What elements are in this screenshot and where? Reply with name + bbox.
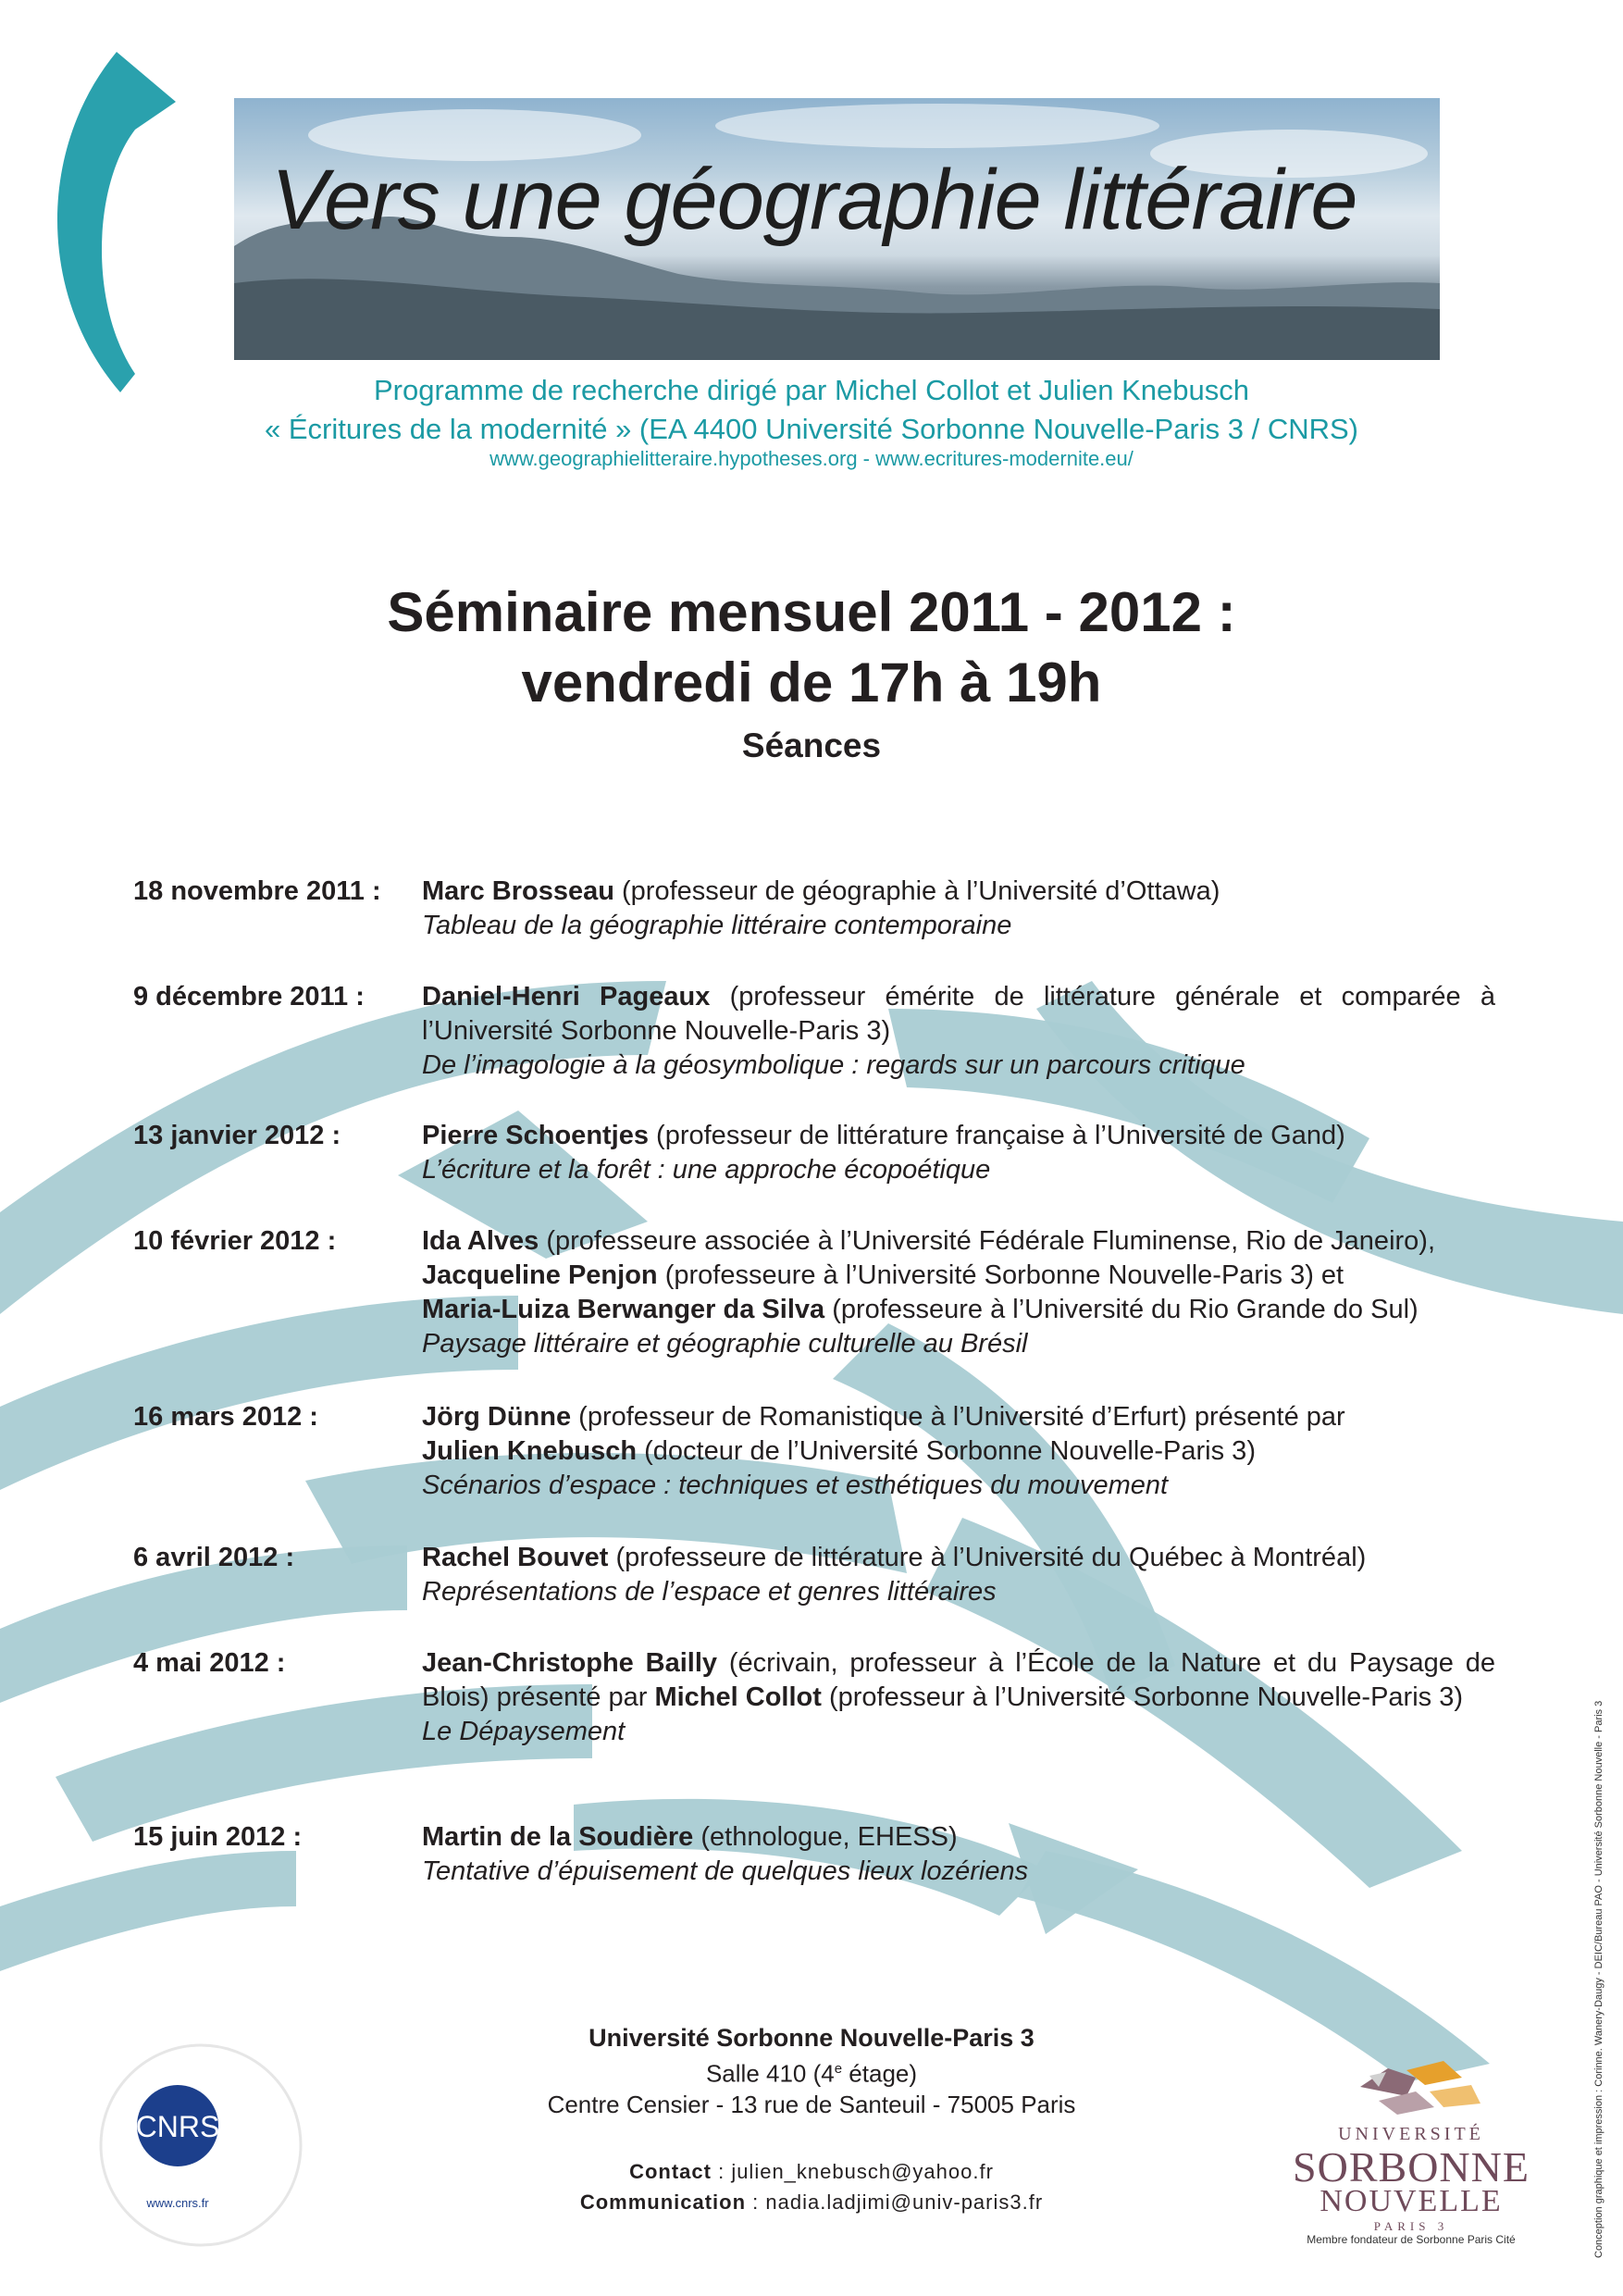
program-line: Programme de recherche dirigé par Michel Collot et Julien Knebusch <box>374 374 1249 406</box>
communication-line: Communication : nadia.ladjimi@univ-paris3.fr <box>579 2191 1044 2214</box>
speaker-role: (professeure à l’Université Sorbonne Nouvelle-Paris 3) et <box>657 1260 1344 1290</box>
speaker-name: Ida Alves <box>422 1226 539 1256</box>
speaker-role: (docteur de l’Université Sorbonne Nouvelle-Paris 3) <box>637 1436 1256 1466</box>
speaker-role: (professeure associée à l’Université Fédérale Fluminense, Rio de Janeiro), <box>539 1226 1436 1256</box>
speaker-name: Jacqueline Penjon <box>422 1260 658 1290</box>
seminar-title <box>0 577 1623 718</box>
svg-text:www.cnrs.fr: www.cnrs.fr <box>146 2196 209 2210</box>
session-title: L’écriture et la forêt : une approche écopoétique <box>422 1155 991 1185</box>
session-date: 6 avril 2012 : <box>133 1543 295 1572</box>
session-title: Tentative d’épuisement de quelques lieux lozériens <box>422 1856 1029 1886</box>
speaker-role: (professeur de littérature française à l’Université de Gand) <box>649 1121 1345 1150</box>
sorbonne-nouvelle-label: NOUVELLE <box>1319 2184 1503 2218</box>
speaker-name: Martin de la Soudière <box>422 1822 694 1852</box>
session-date: 18 novembre 2011 : <box>133 876 381 906</box>
session-entry <box>422 1224 1495 1361</box>
session-title: Scénarios d’espace : techniques et esthétiques du mouvement <box>422 1471 1169 1500</box>
speaker-name: Rachel Bouvet <box>422 1543 609 1572</box>
session-date: 9 décembre 2011 : <box>133 982 365 1011</box>
sorbonne-univ-label: UNIVERSITÉ <box>1338 2124 1484 2144</box>
cnrs-logo-mark <box>96 2041 305 2250</box>
speaker-role: (professeur de Romanistique à l’Université d’Erfurt) présenté par <box>571 1402 1345 1432</box>
sessions-heading: Séances <box>741 726 882 764</box>
contact-line: Contact : julien_knebusch@yahoo.fr <box>629 2160 994 2183</box>
sorbonne-emblem <box>1277 2050 1545 2124</box>
venue-name: Université Sorbonne Nouvelle-Paris 3 <box>588 2024 1035 2052</box>
speaker-role: (professeure à l’Université du Rio Grande do Sul) <box>824 1295 1419 1324</box>
speaker-role: (ethnologue, EHESS) <box>693 1822 958 1852</box>
sorbonne-paris-label: PARIS 3 <box>1373 2219 1449 2233</box>
speaker-role: (professeure de littérature à l’Université du Québec à Montréal) <box>608 1543 1367 1572</box>
arc-shape-14 <box>0 1851 296 1971</box>
website-links[interactable]: www.geographielitteraire.hypotheses.org - www.ecritures-modernite.eu/ <box>489 447 1134 470</box>
speaker-name: Daniel-Henri Pageaux <box>422 982 711 1011</box>
contact-email[interactable]: julien_knebusch@yahoo.fr <box>731 2160 994 2183</box>
session-entry <box>422 875 1495 943</box>
venue-address: Centre Censier - 13 rue de Santeuil - 75005 Paris <box>547 2090 1076 2118</box>
session-date: 15 juin 2012 : <box>133 1822 303 1852</box>
session-entry <box>422 1541 1495 1609</box>
session-title: Paysage littéraire et géographie culturelle au Brésil <box>422 1329 1028 1359</box>
speaker-name: Marc Brosseau <box>422 876 614 906</box>
session-title: Le Dépaysement <box>422 1717 626 1746</box>
session-date: 4 mai 2012 : <box>133 1648 286 1678</box>
session-date: 10 février 2012 : <box>133 1226 337 1256</box>
session-entry <box>422 1820 1495 1889</box>
speaker-role: (professeur émérite de littérature générale et comparée à l’Université Sorbonne Nouvelle-Paris 3) <box>422 982 1495 1046</box>
session-date: 16 mars 2012 : <box>133 1402 318 1432</box>
speaker-name: Pierre Schoentjes <box>422 1121 649 1150</box>
venue-room: Salle 410 (4e étage) <box>705 2059 918 2088</box>
speaker-name: Jörg Dünne <box>422 1402 572 1432</box>
speaker-role: (écrivain, professeur à l’École de la Nature et du Paysage de Blois) présenté par <box>422 1648 1495 1712</box>
page-title: Vers une géographie littéraire <box>271 153 1357 247</box>
svg-text:CNRS: CNRS <box>135 2110 220 2143</box>
session-title: Représentations de l’espace et genres littéraires <box>422 1577 997 1607</box>
speaker-name: Maria-Luiza Berwanger da Silva <box>422 1295 825 1324</box>
speaker-name: Michel Collot <box>654 1682 822 1712</box>
communication-email[interactable]: nadia.ladjimi@univ-paris3.fr <box>765 2191 1044 2214</box>
session-title: Tableau de la géographie littéraire contemporaine <box>422 911 1012 940</box>
sorbonne-name: SORBONNE <box>1293 2143 1530 2191</box>
session-entry <box>422 1119 1495 1187</box>
session-entry <box>422 980 1495 1083</box>
left-teal-crescent <box>57 52 176 392</box>
seminar-title-line2: vendredi de 17h à 19h <box>521 652 1102 714</box>
speaker-name: Jean-Christophe Bailly <box>422 1648 718 1678</box>
sorbonne-nouvelle-logo[interactable] <box>1277 2050 1545 2244</box>
header-banner <box>234 98 1440 360</box>
sorbonne-member-caption: Membre fondateur de Sorbonne Paris Cité <box>1307 2233 1516 2246</box>
design-credit: Conception graphique et impression : Corinne. Wanery-Daugy - DEIC/Bureau PAO - Université Sorbonne Nouvelle - Paris 3 <box>1593 1700 1604 2258</box>
session-entry <box>422 1400 1495 1503</box>
seminar-title-line1: Séminaire mensuel 2011 - 2012 : <box>387 581 1236 643</box>
lab-line: « Écritures de la modernité » (EA 4400 Université Sorbonne Nouvelle-Paris 3 / CNRS) <box>265 413 1358 445</box>
speaker-role: (professeur à l’Université Sorbonne Nouvelle-Paris 3) <box>821 1682 1464 1712</box>
speaker-name: Julien Knebusch <box>422 1436 638 1466</box>
cnrs-logo[interactable] <box>96 2041 305 2250</box>
session-title: De l’imagologie à la géosymbolique : regards sur un parcours critique <box>422 1050 1245 1080</box>
speaker-role: (professeur de géographie à l’Université d’Ottawa) <box>613 876 1220 906</box>
session-date: 13 janvier 2012 : <box>133 1121 341 1150</box>
session-entry <box>422 1646 1495 1749</box>
